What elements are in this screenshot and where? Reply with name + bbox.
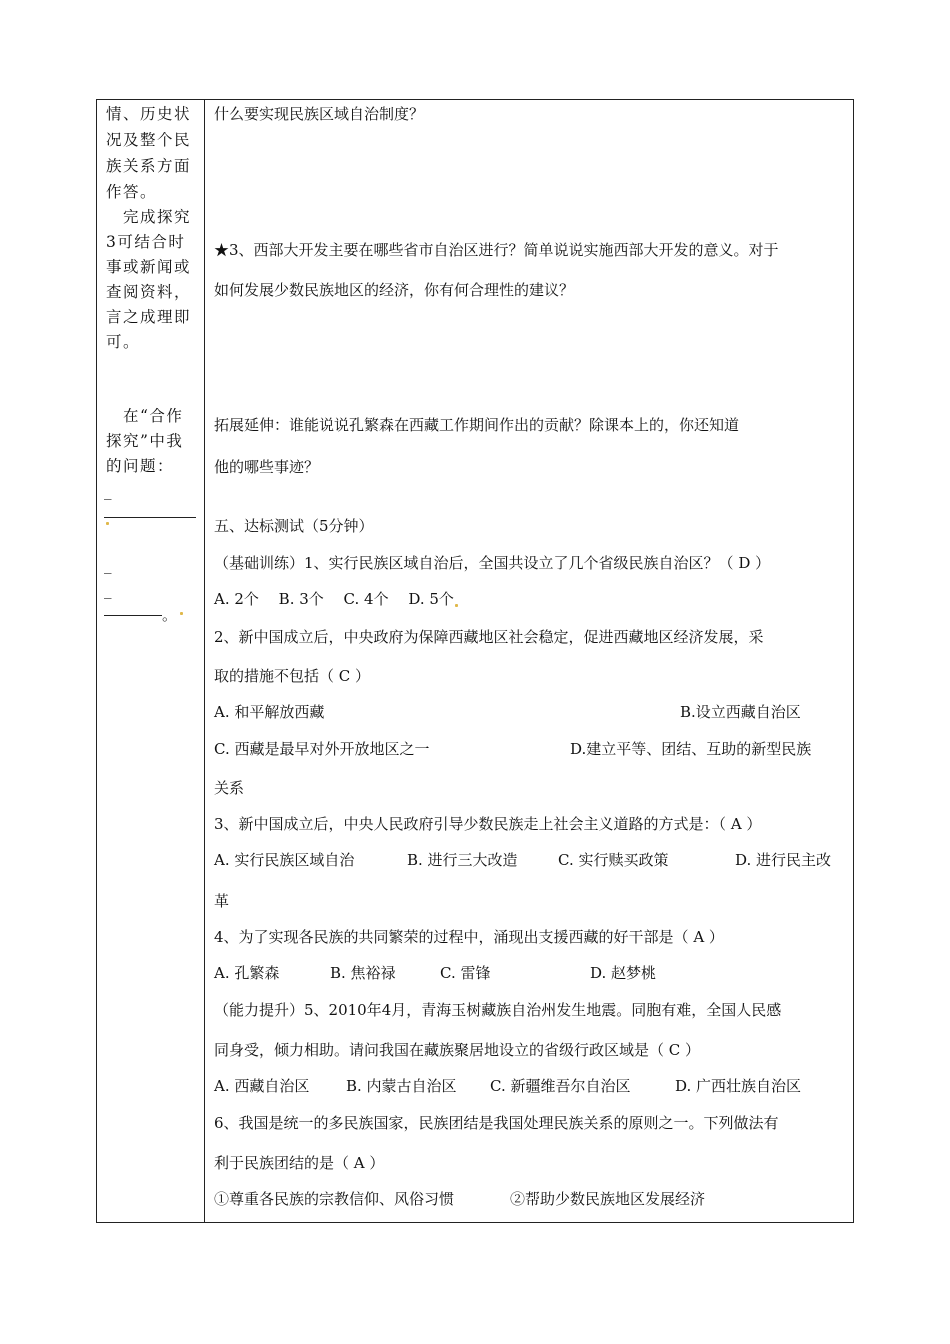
hint2-line: 完成探究: [123, 208, 192, 226]
mark-dot: [180, 612, 183, 615]
option-text: B. 焦裕禄: [330, 964, 396, 982]
blank-dash: _: [104, 556, 112, 574]
hint3-line: 的问题：: [106, 457, 175, 475]
hint2-line: 查阅资料，: [106, 283, 192, 301]
question-text: （能力提升）5、2010年4月，青海玉树藏族自治州发生地震。同胞有难，全国人民感: [214, 1001, 782, 1019]
options-text: A. 2个 B. 3个 C. 4个 D. 5个: [214, 590, 454, 608]
option-text: D.建立平等、团结、互助的新型民族: [570, 740, 812, 758]
option-text: C. 西藏是最早对外开放地区之一: [214, 740, 430, 758]
hint2-line: 事或新闻或: [106, 258, 192, 276]
hint1-line: 情、历史状: [106, 105, 192, 123]
question-text: 取的措施不包括（ C ）: [214, 667, 371, 685]
option-text: A. 实行民族区域自治: [214, 851, 355, 869]
hint2-line: 可。: [106, 333, 141, 351]
option-text: B. 内蒙古自治区: [346, 1077, 457, 1095]
question-text: ★3、西部大开发主要在哪些省市自治区进行？简单说说实施西部大开发的意义。对于: [214, 241, 779, 259]
blank-end: 。: [162, 606, 178, 624]
extension-text: 他的哪些事迹？: [214, 458, 320, 476]
blank-dash: _: [104, 581, 112, 599]
section-title: 五、达标测试（5分钟）: [214, 517, 374, 535]
question-text: 3、新中国成立后，中央人民政府引导少数民族走上社会主义道路的方式是：（ A ）: [214, 815, 762, 833]
option-text: A. 和平解放西藏: [214, 703, 325, 721]
option-text: D. 赵梦桃: [590, 964, 657, 982]
question-text: 利于民族团结的是（ A ）: [214, 1154, 385, 1172]
question-text: 同身受，倾力相助。请问我国在藏族聚居地设立的省级行政区域是（ C ）: [214, 1041, 701, 1059]
column-divider: [204, 99, 205, 1223]
option-text: D. 进行民主改: [735, 851, 832, 869]
hint1-line: 族关系方面: [106, 157, 192, 175]
option-text: C. 新疆维吾尔自治区: [490, 1077, 631, 1095]
hint1-line: 作答。: [106, 183, 158, 201]
hint2-line: 3可结合时: [106, 233, 186, 251]
question-text: 什么要实现民族区域自治制度？: [214, 105, 425, 123]
option-text: B. 进行三大改造: [407, 851, 518, 869]
option-text: C. 实行赎买政策: [558, 851, 669, 869]
mark-dot: [106, 522, 109, 525]
option-text: 关系: [214, 779, 245, 797]
option-text: A. 西藏自治区: [214, 1077, 310, 1095]
option-text: 革: [214, 892, 230, 910]
option-text: C. 雷锋: [440, 964, 491, 982]
answer-blank-line: [104, 517, 196, 518]
question-text: 2、新中国成立后，中央政府为保障西藏地区社会稳定，促进西藏地区经济发展，采: [214, 628, 764, 646]
option-text: A. 孔繁森: [214, 964, 280, 982]
option-text: ②帮助少数民族地区发展经济: [510, 1190, 706, 1208]
hint1-line: 况及整个民: [106, 131, 192, 149]
mark-dot: [455, 604, 458, 607]
question-text: 6、我国是统一的多民族国家，民族团结是我国处理民族关系的原则之一。下列做法有: [214, 1114, 779, 1132]
answer-blank-line: [104, 615, 162, 616]
blank-dash: _: [104, 482, 112, 500]
hint3-line: 在“合作: [123, 407, 184, 425]
option-text: B.设立西藏自治区: [680, 703, 801, 721]
option-text: ①尊重各民族的宗教信仰、风俗习惯: [214, 1190, 455, 1208]
hint3-line: 探究”中我: [106, 432, 184, 450]
question-text: 4、为了实现各民族的共同繁荣的过程中，涌现出支援西藏的好干部是（ A ）: [214, 928, 724, 946]
hint2-line: 言之成理即: [106, 308, 192, 326]
extension-text: 拓展延伸：谁能说说孔繁森在西藏工作期间作出的贡献？除课本上的，你还知道: [214, 416, 740, 434]
question-text: 如何发展少数民族地区的经济，你有何合理性的建议？: [214, 281, 575, 299]
question-text: （基础训练）1、实行民族区域自治后，全国共设立了几个省级民族自治区？（ D ）: [214, 554, 771, 572]
option-text: D. 广西壮族自治区: [675, 1077, 802, 1095]
